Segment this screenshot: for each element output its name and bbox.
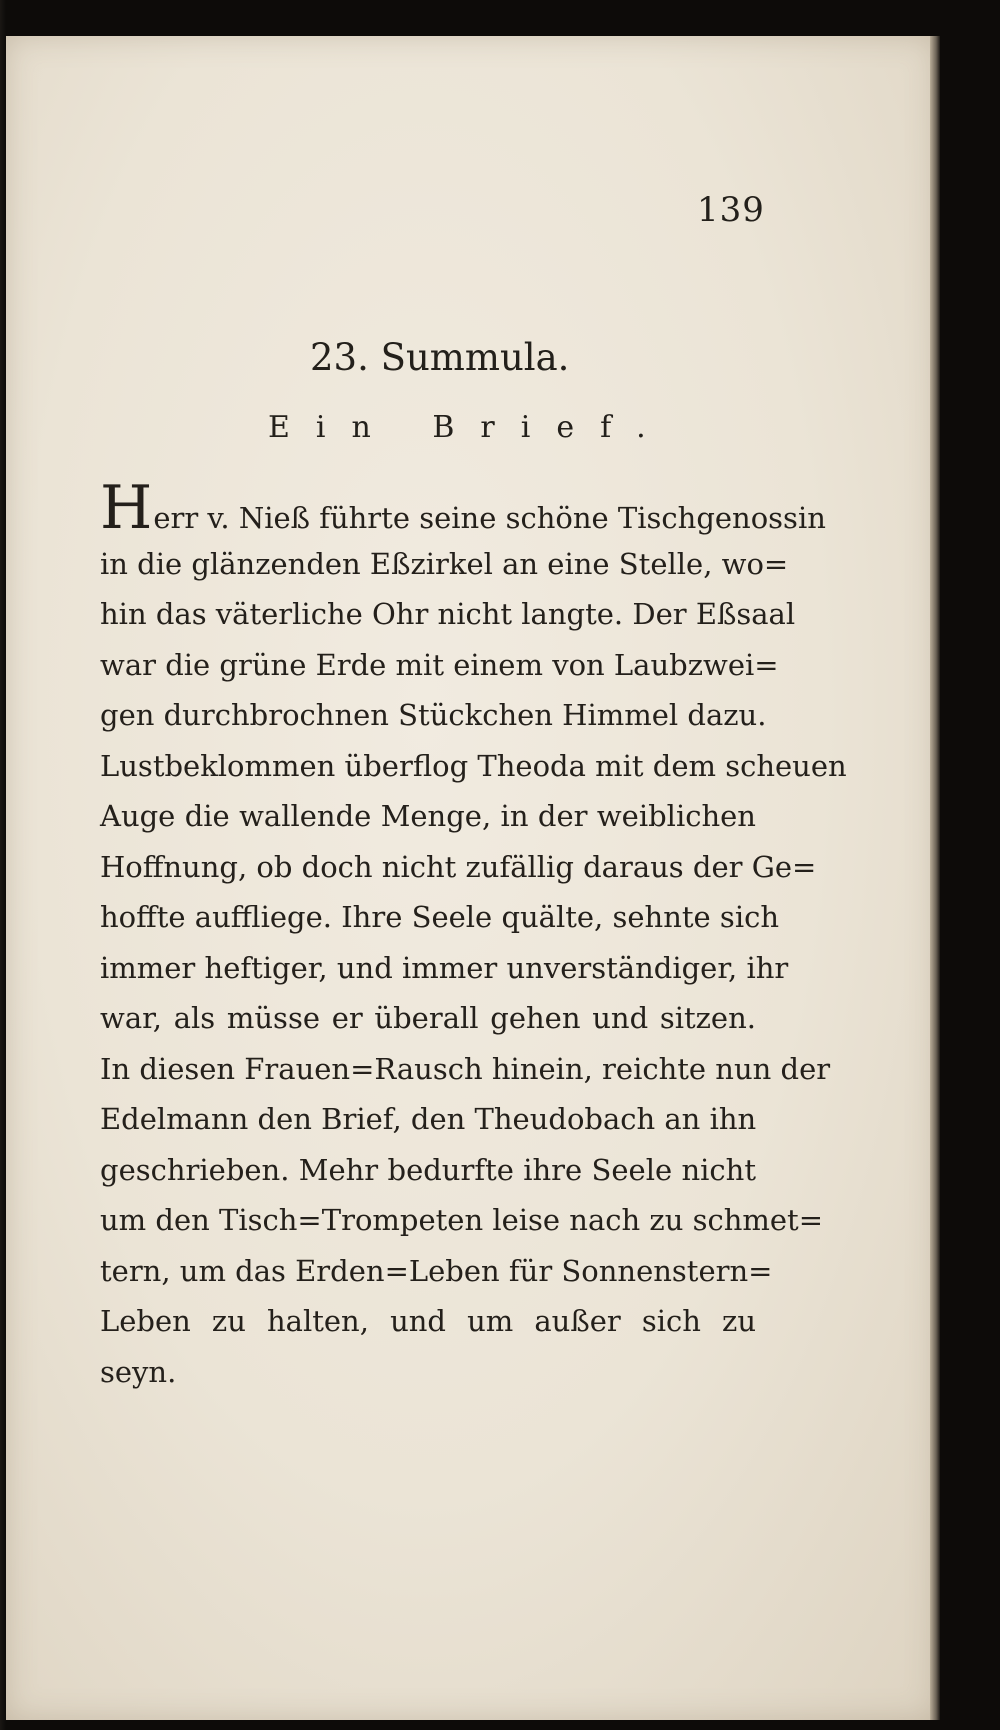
page-edge: [930, 36, 940, 1720]
text-line: in die glänzenden Eßzirkel an eine Stelle, wo=: [100, 546, 789, 581]
text-line: gen durchbrochnen Stückchen Himmel dazu.: [100, 698, 767, 732]
text-line: geschrieben. Mehr bedurfte ihre Seele nicht: [100, 1152, 756, 1187]
text-line: Auge die wallende Menge, in der weiblichen: [100, 799, 756, 833]
text-line: Edelmann den Brief, den Theudobach an ihn: [100, 1102, 757, 1136]
drop-cap: H: [100, 473, 153, 543]
page-number: 139: [697, 190, 765, 230]
text-line: tern, um das Erden=Leben für Sonnenstern=: [100, 1253, 773, 1288]
text-line: war die grüne Erde mit einem von Laubzwei=: [100, 647, 779, 682]
text-line: hin das väterliche Ohr nicht langte. Der Eßsaal: [100, 597, 796, 631]
chapter-title: 23. Summula.: [310, 336, 570, 379]
text-line: um den Tisch=Trompeten leise nach zu schmet=: [100, 1203, 824, 1237]
text-line: seyn.: [100, 1354, 177, 1389]
first-text-line: [100, 473, 826, 543]
text-line: Hoffnung, ob doch nicht zufällig daraus der Ge=: [100, 849, 817, 884]
text-line: hoffte auffliege. Ihre Seele quälte, sehnte sich: [100, 900, 780, 934]
subtitle: Ein Brief.: [268, 410, 672, 445]
text-line: Leben zu halten, und um außer sich zu: [100, 1304, 756, 1338]
text-line: In diesen Frauen=Rausch hinein, reichte nun der: [100, 1051, 831, 1086]
body-text: [100, 473, 847, 1397]
first-line-rest: err v. Nieß führte seine schöne Tischgenossin: [153, 501, 826, 535]
text-line: Lustbeklommen überflog Theoda mit dem scheuen: [100, 748, 847, 783]
text-line: war, als müsse er überall gehen und sitzen.: [100, 1001, 756, 1035]
text-line: immer heftiger, und immer unverständiger, ihr: [100, 950, 789, 985]
